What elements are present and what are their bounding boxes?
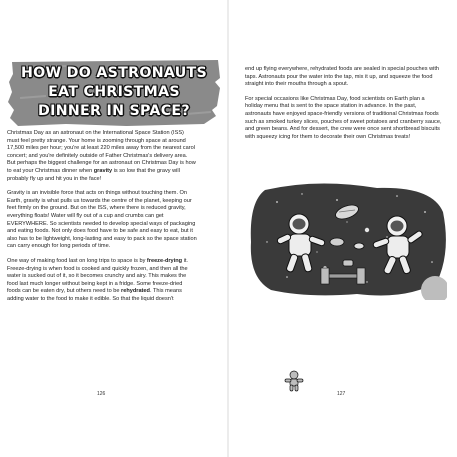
text-span: is so low that the gravy will probably fly up and hit you in the face! <box>7 167 180 182</box>
bold-term-freeze-drying: freeze-drying <box>146 257 183 264</box>
paragraph-intro <box>7 130 197 183</box>
page-title: HOW DO ASTRONAUTS EAT CHRISTMAS DINNER IN SPACE? <box>20 65 208 119</box>
right-body-text <box>245 66 442 148</box>
left-body-text <box>7 130 197 310</box>
bold-term-rehydrated: rehydrated <box>121 288 150 295</box>
text-span: Gravity is an invisible force that acts on things without touching them. On Earth, gravity is what pulls us towards the centre of the planet, keeping our feet firmly on the ground. But on the ISS, where there is reduced gravity, everything floats! Water will fly out of a cup and crumbs can get EVERYWHERE. So scientists needed to develop special ways of packaging and eating foods. Not only does food have to be safe and easy to eat, but it also has to be lightweight, long-lasting and easy to pack so the space station can carry enough for long periods of time. <box>7 190 197 250</box>
astronauts-illustration <box>247 182 447 300</box>
right-page <box>228 0 457 457</box>
page-number-left: 126 <box>97 391 106 397</box>
gingerbread-man-icon <box>284 370 304 392</box>
left-page <box>0 0 228 457</box>
bold-term-gravity: gravity <box>93 167 113 174</box>
text-span: it. Freeze-drying is when food is cooked and quickly frozen, and then all the water is sucked out of it, so it becomes crunchy and airy. This makes the food last much longer without being kept in a fridge. Some freeze-dried foods can be eaten dry, but others need to be <box>7 257 188 295</box>
title-banner <box>6 58 222 128</box>
text-span: One way of making food last on long trips to space is by <box>7 257 147 264</box>
paragraph-freeze-drying <box>7 258 197 304</box>
page-number-right: 127 <box>337 391 346 397</box>
paragraph-holiday-menu: For special occasions like Christmas Day, food scientists on Earth plan a holiday menu that is sent to the space station in advance. In the past, astronauts have enjoyed space-friendly versions of traditional Christmas foods such as smoked turkey slices, pouches of sweet potatoes and cranberry sauce, and green beans. And for dessert, the crew were once sent shortbread biscuits with squeezy icing for them to decorate their own Christmas treats! <box>245 95 442 140</box>
text-span: Christmas Day as an astronaut on the International Space Station (ISS) must feel pretty strange. Your home is zooming through space at around 17,500 miles per hour; you're at least 220 miles away from the nearest carol concert; and you're definitely outside of Father Christmas's delivery area. But perhaps the biggest challenge for an astronaut on Christmas Day is how to eat your Christmas dinner when <box>7 130 196 174</box>
text-span: . This means adding water to the food to make it edible. So that the liquid doesn't <box>7 288 182 302</box>
paragraph-pouches: end up flying everywhere, rehydrated foods are sealed in special pouches with taps. Astronauts pour the water into the tap, mix it up, and squeeze the food straight into their mouths through a spout. <box>245 66 440 88</box>
paragraph-gravity <box>7 190 197 251</box>
